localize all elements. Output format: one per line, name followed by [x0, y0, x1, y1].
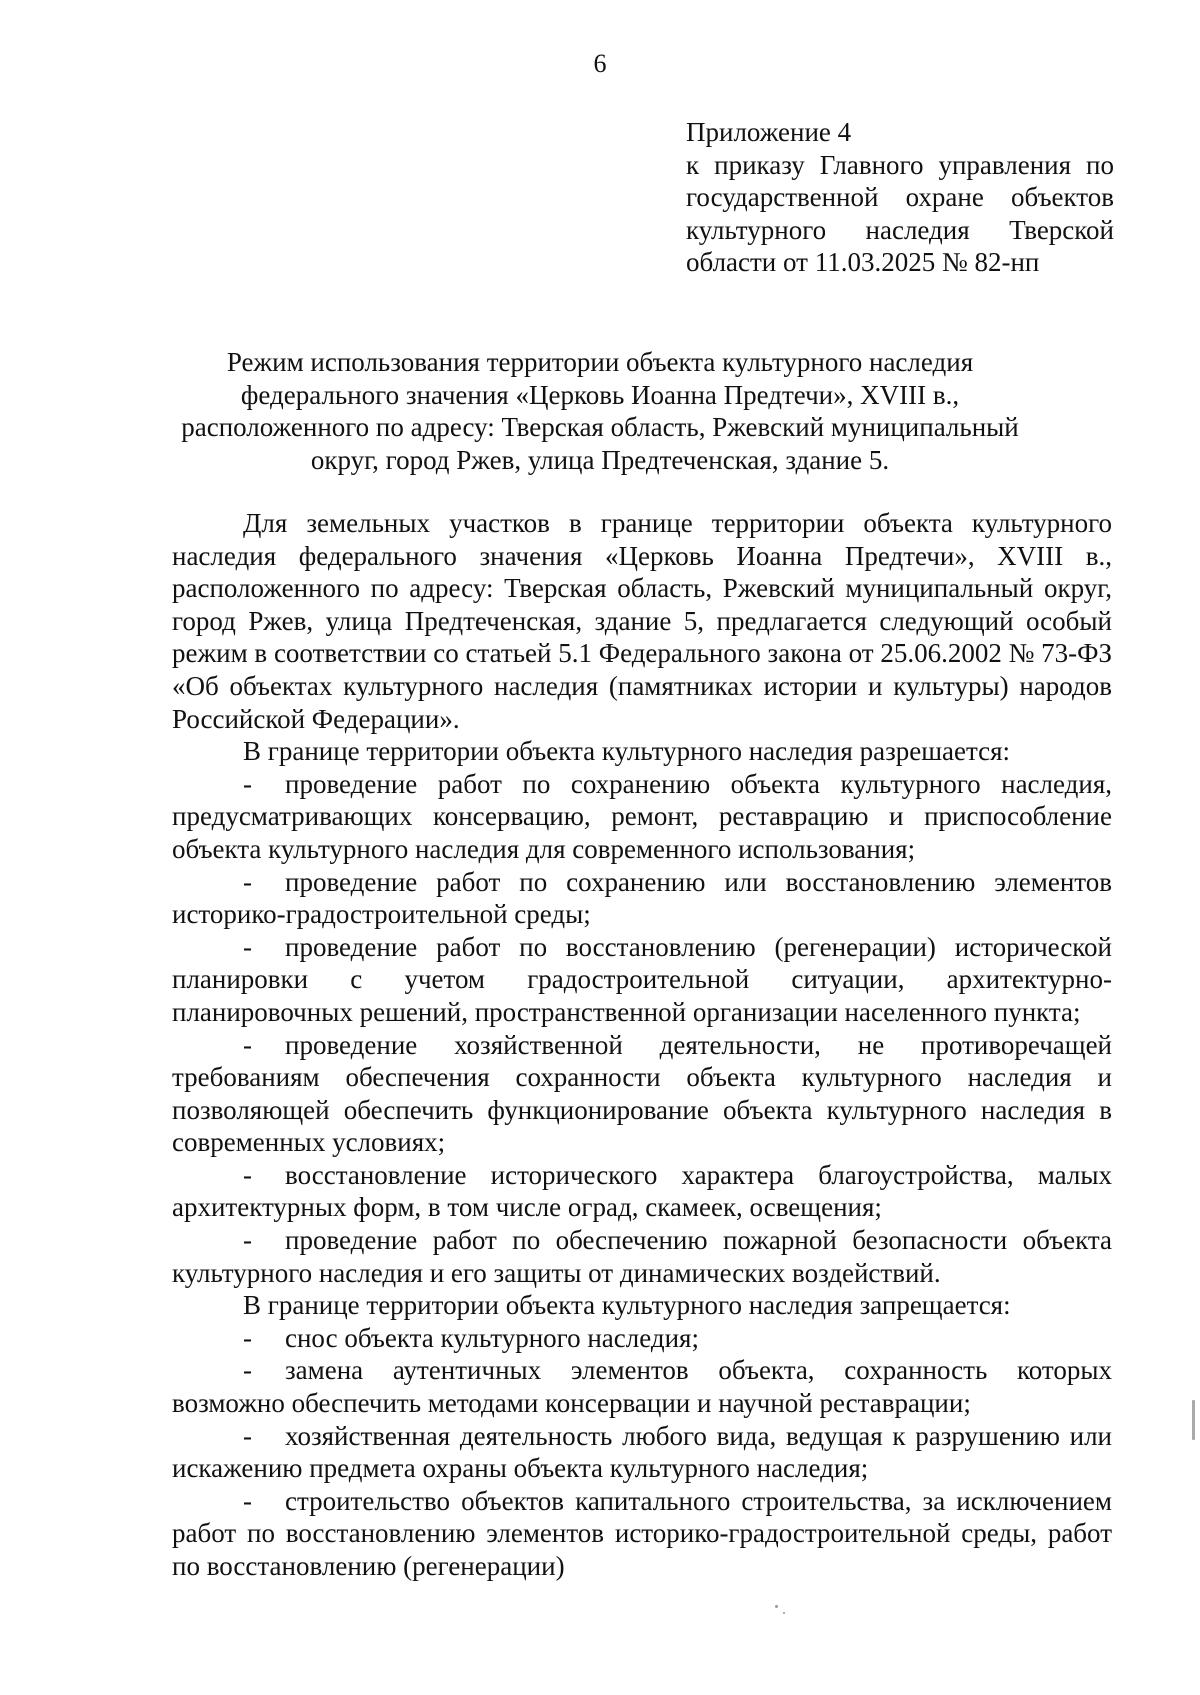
scan-speck	[783, 1612, 785, 1614]
list-dash: -	[243, 1159, 252, 1190]
list-dash: -	[243, 1420, 252, 1451]
list-dash: -	[243, 1029, 252, 1060]
appendix-header	[686, 116, 1114, 279]
list-item-text: проведение работ по восстановлению (регенерации) исторической планировки с учетом градостроительной ситуации, архитектурно-планировочных решений, пространственной организации населенного пункта;	[172, 931, 1112, 1027]
list-item	[172, 1224, 1112, 1289]
list-dash: -	[243, 1355, 252, 1386]
list-dash: -	[243, 1225, 252, 1256]
list-item-text: снос объекта культурного наследия;	[285, 1322, 699, 1353]
list-item-text: строительство объектов капитального строительства, за исключением работ по восстановлению элементов историко-градостроительной среды, работ по восстановлению (регенерации)	[172, 1485, 1112, 1581]
list-dash: -	[243, 866, 252, 897]
appendix-line: государственной охране объектов	[686, 182, 1114, 212]
appendix-line: Приложение 4	[686, 117, 852, 147]
document-body	[172, 507, 1112, 1583]
list-item	[172, 768, 1112, 866]
list-item	[172, 1420, 1112, 1485]
list-item-text: восстановление исторического характера благоустройства, малых архитектурных форм, в том числе оград, скамеек, освещения;	[172, 1159, 1112, 1223]
list-dash: -	[243, 1485, 252, 1516]
list-item	[172, 931, 1112, 1029]
appendix-line: области от 11.03.2025 № 82-нп	[686, 247, 1040, 277]
forbidden-heading: В границе территории объекта культурного наследия запрещается:	[243, 1290, 1011, 1321]
scan-speck	[775, 1605, 778, 1608]
intro-paragraph: Для земельных участков в границе территории объекта культурного наследия федерального значения «Церковь Иоанна Предтечи», XVIII в., расположенного по адресу: Тверская область, Ржевский муниципальный округ, город Ржев, улица Предтеченская, здание 5, предлагается следующий особый режим в соответствии со статьей 5.1 Федерального закона от 25.06.2002 № 73-ФЗ «Об объектах культурного наследия (памятниках истории и культуры) народов Российской Федерации».	[172, 508, 1112, 734]
list-dash: -	[243, 1322, 252, 1353]
allowed-heading: В границе территории объекта культурного наследия разрешается:	[243, 736, 1011, 767]
list-item-text: хозяйственная деятельность любого вида, ведущая к разрушению или искажению предмета охраны объекта культурного наследия;	[172, 1420, 1112, 1484]
title-line: Режим использования территории объекта культурного наследия	[226, 347, 974, 377]
list-item-text: проведение работ по обеспечению пожарной безопасности объекта культурного наследия и его защиты от динамических воздействий.	[172, 1225, 1112, 1288]
document-title	[150, 346, 1050, 476]
title-line: расположенного по адресу: Тверская область, Ржевский муниципальный	[181, 412, 1019, 442]
list-item-text: замена аутентичных элементов объекта, сохранность которых возможно обеспечить методами консервации и научной реставрации;	[172, 1355, 1112, 1419]
list-item	[172, 1354, 1112, 1419]
list-item-text: проведение хозяйственной деятельности, не противоречащей требованиям обеспечения сохранности объекта культурного наследия и позволяющей обеспечить функционирование объекта культурного наследия в современных условиях;	[172, 1029, 1112, 1158]
list-item	[172, 866, 1112, 931]
title-line: округ, город Ржев, улица Предтеченская, здание 5.	[310, 444, 890, 475]
list-dash: -	[243, 768, 252, 799]
page-number: 6	[593, 49, 607, 78]
title-line: федерального значения «Церковь Иоанна Предтечи», XVIII в.,	[240, 379, 960, 410]
list-item	[172, 1159, 1112, 1224]
list-item	[172, 1322, 1112, 1355]
list-item	[172, 1029, 1112, 1159]
scan-speck	[1192, 1400, 1195, 1440]
list-dash: -	[243, 931, 252, 962]
appendix-line: культурного наследия Тверской	[686, 214, 1114, 245]
list-item	[172, 1485, 1112, 1583]
list-item-text: проведение работ по сохранению объекта культурного наследия, предусматривающих консервацию, ремонт, реставрацию и приспособление объекта культурного наследия для современного использования;	[172, 768, 1112, 864]
appendix-line: к приказу Главного управления по	[686, 149, 1114, 180]
list-item-text: проведение работ по сохранению или восстановлению элементов историко-градостроительной среды;	[172, 866, 1112, 930]
